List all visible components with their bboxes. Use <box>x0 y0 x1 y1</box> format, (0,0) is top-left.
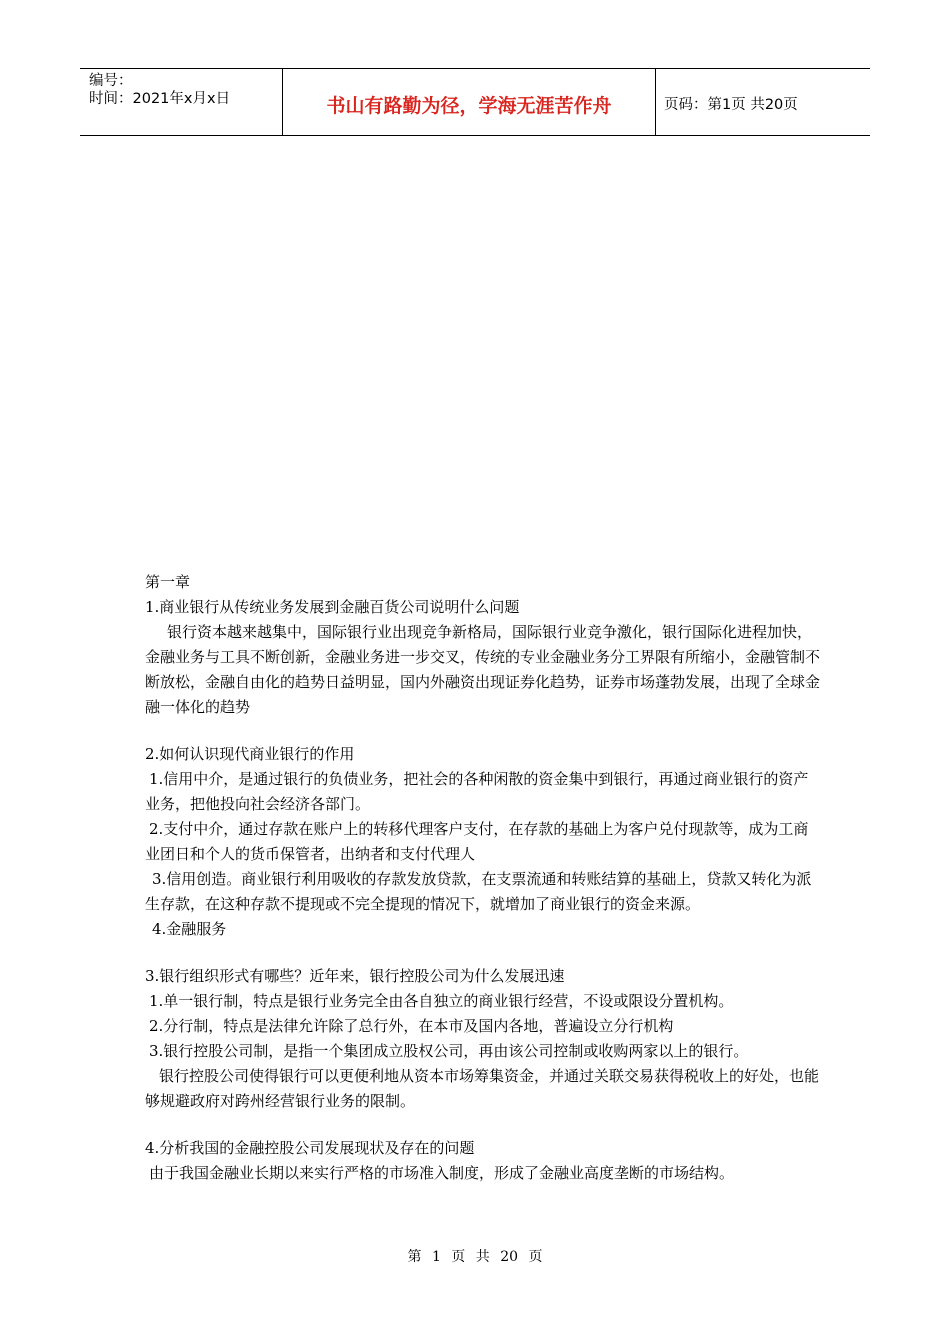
question-1-answer: 银行资本越来越集中，国际银行业出现竞争新格局，国际银行业竞争激化，银行国际化进程加快，金融业务与工具不断创新，金融业务进一步交叉，传统的专业金融业务分工界限有所缩小，金融管制不断放松，金融自由化的趋势日益明显，国内外融资出现证券化趋势，证券市场蓬勃发展，出现了全球金融一体化的趋势 <box>145 623 821 716</box>
paragraph-gap <box>145 1114 820 1136</box>
question-1-title: 1.商业银行从传统业务发展到金融百货公司说明什么问题 <box>145 598 520 616</box>
question-3-point-1: 1.单一银行制，特点是银行业务完全由各自独立的商业银行经营，不设或限设分置机构。 <box>149 992 734 1010</box>
document-body <box>145 570 820 1186</box>
question-3-point-4: 银行控股公司使得银行可以更便利地从资本市场筹集资金，并通过关联交易获得税收上的好处，也能够规避政府对跨州经营银行业务的限制。 <box>145 1067 820 1110</box>
question-3-title: 3.银行组织形式有哪些？近年来，银行控股公司为什么发展迅速 <box>145 967 565 985</box>
question-3-point-3: 3.银行控股公司制，是指一个集团成立股权公司，再由该公司控制或收购两家以上的银行。 <box>149 1042 749 1060</box>
question-4-point-1: 由于我国金融业长期以来实行严格的市场准入制度，形成了金融业高度垄断的市场结构。 <box>149 1164 735 1182</box>
page-footer <box>0 1246 950 1266</box>
chapter-heading: 第一章 <box>145 573 191 591</box>
question-2-point-2: 2.支付中介，通过存款在账户上的转移代理客户支付，在存款的基础上为客户兑付现款等，成为工商业团日和个人的货币保管者，出纳者和支付代理人 <box>145 820 809 863</box>
header-meta-cell <box>80 69 283 135</box>
header-table <box>80 68 870 136</box>
motto-text: 书山有路勤为径，学海无涯苦作舟 <box>326 94 612 117</box>
document-time-label: 时间：2021年x月x日 <box>89 91 231 107</box>
question-2-point-1: 1.信用中介，是通过银行的负债业务，把社会的各种闲散的资金集中到银行，再通过商业银行的资产业务，把他投向社会经济各部门。 <box>145 770 809 813</box>
question-3-point-2: 2.分行制，特点是法律允许除了总行外，在本市及国内各地，普遍设立分行机构 <box>149 1017 674 1035</box>
footer-page-number: 第 1 页 共 20 页 <box>407 1249 543 1265</box>
header-page-cell <box>656 69 870 135</box>
header-motto-cell <box>283 69 656 135</box>
paragraph-gap <box>145 942 820 964</box>
question-4-title: 4.分析我国的金融控股公司发展现状及存在的问题 <box>145 1139 475 1157</box>
question-2-point-4: 4.金融服务 <box>152 920 227 938</box>
document-number-label: 编号： <box>89 73 133 89</box>
question-2-point-3: 3.信用创造。商业银行利用吸收的存款发放贷款，在支票流通和转账结算的基础上，贷款又转化为派生存款，在这种存款不提现或不完全提现的情况下，就增加了商业银行的资金来源。 <box>145 870 812 913</box>
question-2-title: 2.如何认识现代商业银行的作用 <box>145 745 355 763</box>
page-info-text: 页码：第1页 共20页 <box>664 96 798 113</box>
paragraph-gap <box>145 720 820 742</box>
